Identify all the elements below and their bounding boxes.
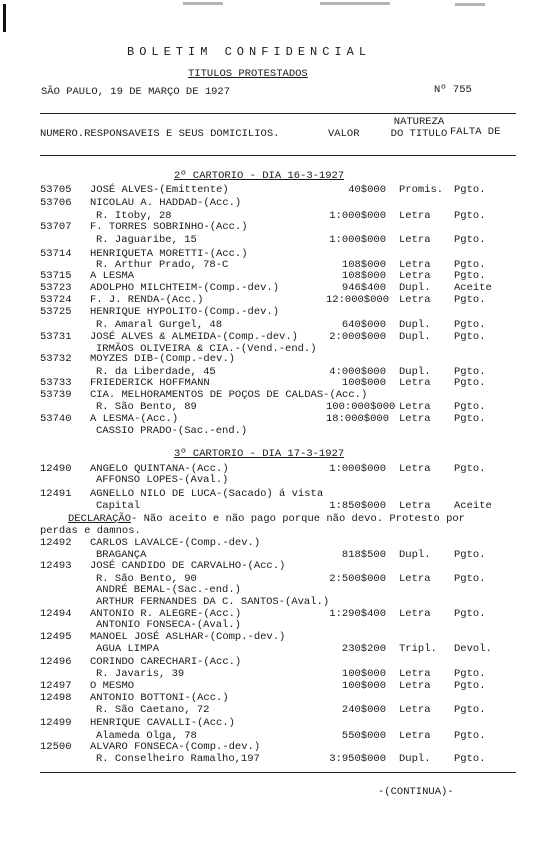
row-number: 12499: [40, 717, 72, 729]
declaration-label: DECLARAÇÃO: [68, 513, 132, 525]
row-value: 100$000: [341, 668, 386, 680]
row-reason: Pgto.: [454, 463, 486, 475]
row-value: 1:850$000: [329, 500, 386, 512]
row-responsible: R. Javaris, 39: [96, 668, 185, 680]
row-value: 1:000$000: [329, 234, 386, 246]
header-rule-top: [40, 113, 516, 114]
ink-smudge: [183, 2, 223, 5]
row-title-nature: Letra: [399, 463, 431, 475]
row-value: 12:000$000: [326, 294, 390, 306]
row-title-nature: Dupl.: [399, 753, 431, 765]
row-reason: Pgto.: [454, 259, 486, 271]
row-value: 1:000$000: [329, 210, 386, 222]
row-responsible: MOYZES DIB-(Comp.-dev.): [90, 353, 235, 365]
row-value: 100$000: [341, 377, 386, 389]
row-responsible: AGNELLO NILO DE LUCA-(Sacado) á vista: [90, 488, 324, 500]
row-number: 53724: [40, 294, 72, 306]
row-reason: Pgto.: [454, 210, 486, 222]
row-responsible: R. Amaral Gurgel, 48: [96, 319, 223, 331]
place-date: SÃO PAULO, 19 DE MARÇO DE 1927: [41, 86, 231, 98]
row-responsible: R. Itoby, 28: [96, 210, 172, 222]
section-heading: 3º CARTORIO - DIA 17-3-1927: [174, 448, 345, 460]
row-number: 53732: [40, 353, 72, 365]
row-value: 100$000: [341, 680, 386, 692]
column-header-natureza: NATUREZA DO TITULO: [390, 116, 448, 140]
row-responsible: HENRIQUE CAVALLI-(Acc.): [90, 717, 235, 729]
row-number: 53739: [40, 389, 72, 401]
row-value: 100:000$000: [326, 401, 396, 413]
row-value: 2:500$000: [329, 573, 386, 585]
row-title-nature: Letra: [399, 413, 431, 425]
row-number: 53740: [40, 413, 72, 425]
header-rule-bottom: [40, 155, 516, 156]
row-value: 18:000$000: [326, 413, 390, 425]
row-reason: Pgto.: [454, 549, 486, 561]
row-responsible: CASSIO PRADO-(Sac.-end.): [96, 425, 248, 437]
row-title-nature: Letra: [399, 573, 431, 585]
row-reason: Pgto.: [454, 234, 486, 246]
row-value: 3:950$000: [329, 753, 386, 765]
row-responsible: ARTHUR FERNANDES DA C. SANTOS-(Aval.): [96, 596, 330, 608]
ink-smudge: [320, 2, 390, 5]
row-responsible: A LESMA: [90, 270, 135, 282]
row-title-nature: Letra: [399, 668, 431, 680]
row-value: 240$000: [341, 704, 386, 716]
row-responsible: HENRIQUETA MORETTI-(Acc.): [90, 248, 248, 260]
row-number: 53707: [40, 221, 72, 233]
row-value: 550$000: [341, 730, 386, 742]
declaration-continuation: perdas e damnos.: [40, 525, 141, 537]
row-title-nature: Dupl.: [399, 282, 431, 294]
row-reason: Pgto.: [454, 270, 486, 282]
row-responsible: R. São Bento, 90: [96, 573, 197, 585]
row-responsible: F. TORRES SOBRINHO-(Acc.): [90, 221, 248, 233]
row-reason: Devol.: [454, 643, 492, 655]
row-title-nature: Promis.: [399, 184, 444, 196]
row-value: 2:000$000: [329, 331, 386, 343]
row-responsible: R. Jaguaribe, 15: [96, 234, 197, 246]
row-value: 40$000: [348, 184, 386, 196]
row-responsible: AFFONSO LOPES-(Aval.): [96, 474, 229, 486]
ink-smudge: [455, 3, 485, 6]
row-responsible: ANGELO QUINTANA-(Acc.): [90, 463, 229, 475]
row-responsible: JOSÉ ALVES & ALMEIDA-(Comp.-dev.): [90, 331, 298, 343]
bottom-rule: [40, 772, 516, 773]
row-responsible: CIA. MELHORAMENTOS DE POÇOS DE CALDAS-(Acc.): [90, 389, 368, 401]
row-number: 53725: [40, 306, 72, 318]
row-value: 1:000$000: [329, 463, 386, 475]
row-value: 108$000: [341, 259, 386, 271]
row-value: 108$000: [341, 270, 386, 282]
row-title-nature: Dupl.: [399, 549, 431, 561]
row-responsible: R. Conselheiro Ramalho,197: [96, 753, 260, 765]
row-title-nature: Dupl.: [399, 331, 431, 343]
row-title-nature: Letra: [399, 401, 431, 413]
column-header-falta: FALTA DE: [450, 126, 501, 138]
row-title-nature: Dupl.: [399, 366, 431, 378]
row-title-nature: Letra: [399, 704, 431, 716]
row-responsible: R. Arthur Prado, 78-C: [96, 259, 229, 271]
row-number: 12497: [40, 680, 72, 692]
section-heading: 2º CARTORIO - DIA 16-3-1927: [174, 170, 345, 182]
row-reason: Pgto.: [454, 753, 486, 765]
row-responsible: O MESMO: [90, 680, 135, 692]
row-reason: Pgto.: [454, 319, 486, 331]
row-title-nature: Letra: [399, 500, 431, 512]
row-responsible: ANTONIO FONSECA-(Aval.): [96, 619, 241, 631]
row-number: 12498: [40, 692, 72, 704]
row-value: 640$000: [341, 319, 386, 331]
row-number: 12495: [40, 631, 72, 643]
column-header-numero: NUMERO.RESPONSAVEIS E SEUS DOMICILIOS.: [40, 128, 280, 140]
row-title-nature: Letra: [399, 608, 431, 620]
row-reason: Pgto.: [454, 184, 486, 196]
declaration-line: [68, 513, 465, 525]
row-value: 946$400: [341, 282, 386, 294]
row-number: 53705: [40, 184, 72, 196]
row-reason: Pgto.: [454, 294, 486, 306]
row-title-nature: Letra: [399, 730, 431, 742]
row-reason: Pgto.: [454, 608, 486, 620]
row-reason: Pgto.: [454, 401, 486, 413]
declaration-text: - Não aceito e não pago porque não devo. Protesto por: [131, 513, 465, 525]
row-responsible: CORINDO CARECHARI-(Acc.): [90, 656, 242, 668]
row-number: 12496: [40, 656, 72, 668]
row-responsible: JOSÉ ALVES-(Emittente): [90, 184, 229, 196]
row-reason: Pgto.: [454, 366, 486, 378]
row-title-nature: Tripl.: [399, 643, 437, 655]
row-number: 12494: [40, 608, 72, 620]
row-responsible: Capital: [96, 500, 141, 512]
row-number: 12493: [40, 560, 72, 572]
row-title-nature: Letra: [399, 234, 431, 246]
row-title-nature: Letra: [399, 210, 431, 222]
row-title-nature: Letra: [399, 377, 431, 389]
row-responsible: HENRIQUE HYPOLITO-(Comp.-dev.): [90, 306, 280, 318]
row-responsible: R. da Liberdade, 45: [96, 366, 216, 378]
row-responsible: IRMÃOS OLIVEIRA & CIA.-(Vend.-end.): [96, 343, 317, 355]
row-number: 53706: [40, 197, 72, 209]
row-title-nature: Letra: [399, 270, 431, 282]
row-responsible: ADOLPHO MILCHTEIM-(Comp.-dev.): [90, 282, 280, 294]
row-responsible: AGUA LIMPA: [96, 643, 160, 655]
document-subtitle: TITULOS PROTESTADOS: [188, 68, 308, 80]
row-number: 53731: [40, 331, 72, 343]
row-responsible: R. São Bento, 89: [96, 401, 197, 413]
row-title-nature: Letra: [399, 259, 431, 271]
row-responsible: A LESMA-(Acc.): [90, 413, 179, 425]
row-responsible: BRAGANÇA: [96, 549, 147, 561]
row-reason: Pgto.: [454, 573, 486, 585]
row-number: 53723: [40, 282, 72, 294]
row-reason: Pgto.: [454, 413, 486, 425]
row-number: 12490: [40, 463, 72, 475]
row-responsible: ALVARO FONSECA-(Comp.-dev.): [90, 741, 261, 753]
row-reason: Pgto.: [454, 730, 486, 742]
row-reason: Pgto.: [454, 331, 486, 343]
row-reason: Aceite: [454, 282, 492, 294]
row-responsible: CARLOS LAVALCE-(Comp.-dev.): [90, 537, 261, 549]
row-responsible: Alameda Olga, 78: [96, 730, 197, 742]
row-reason: Aceite: [454, 500, 492, 512]
row-responsible: NICOLAU A. HADDAD-(Acc.): [90, 197, 242, 209]
row-reason: Pgto.: [454, 680, 486, 692]
row-value: 818$500: [341, 549, 386, 561]
row-value: 230$200: [341, 643, 386, 655]
row-number: 53714: [40, 248, 72, 260]
row-responsible: ANDRÉ BEMAL-(Sac.-end.): [96, 584, 241, 596]
row-number: 12492: [40, 537, 72, 549]
continua-label: -(CONTINUA)-: [378, 786, 454, 798]
row-reason: Pgto.: [454, 704, 486, 716]
row-value: 4:000$000: [329, 366, 386, 378]
row-reason: Pgto.: [454, 377, 486, 389]
bulletin-number: Nº 755: [434, 84, 472, 96]
column-header-valor: VALOR: [328, 128, 360, 140]
row-responsible: FRIEDERICK HOFFMANN: [90, 377, 210, 389]
row-title-nature: Letra: [399, 294, 431, 306]
row-responsible: MANOEL JOSÉ ASLHAR-(Comp.-dev.): [90, 631, 286, 643]
row-title-nature: Dupl.: [399, 319, 431, 331]
page-edge-mark: [3, 4, 6, 32]
row-responsible: ANTONIO BOTTONI-(Acc.): [90, 692, 229, 704]
row-number: 53733: [40, 377, 72, 389]
row-responsible: JOSÉ CANDIDO DE CARVALHO-(Acc.): [90, 560, 286, 572]
row-responsible: R. São Caetano, 72: [96, 704, 210, 716]
row-reason: Pgto.: [454, 668, 486, 680]
row-number: 53715: [40, 270, 72, 282]
row-title-nature: Letra: [399, 680, 431, 692]
row-number: 12491: [40, 488, 72, 500]
row-number: 12500: [40, 741, 72, 753]
row-responsible: ANTONIO R. ALEGRE-(Acc.): [90, 608, 242, 620]
row-responsible: F. J. RENDA-(Acc.): [90, 294, 204, 306]
document-title: BOLETIM CONFIDENCIAL: [127, 45, 372, 59]
row-value: 1:290$400: [329, 608, 386, 620]
